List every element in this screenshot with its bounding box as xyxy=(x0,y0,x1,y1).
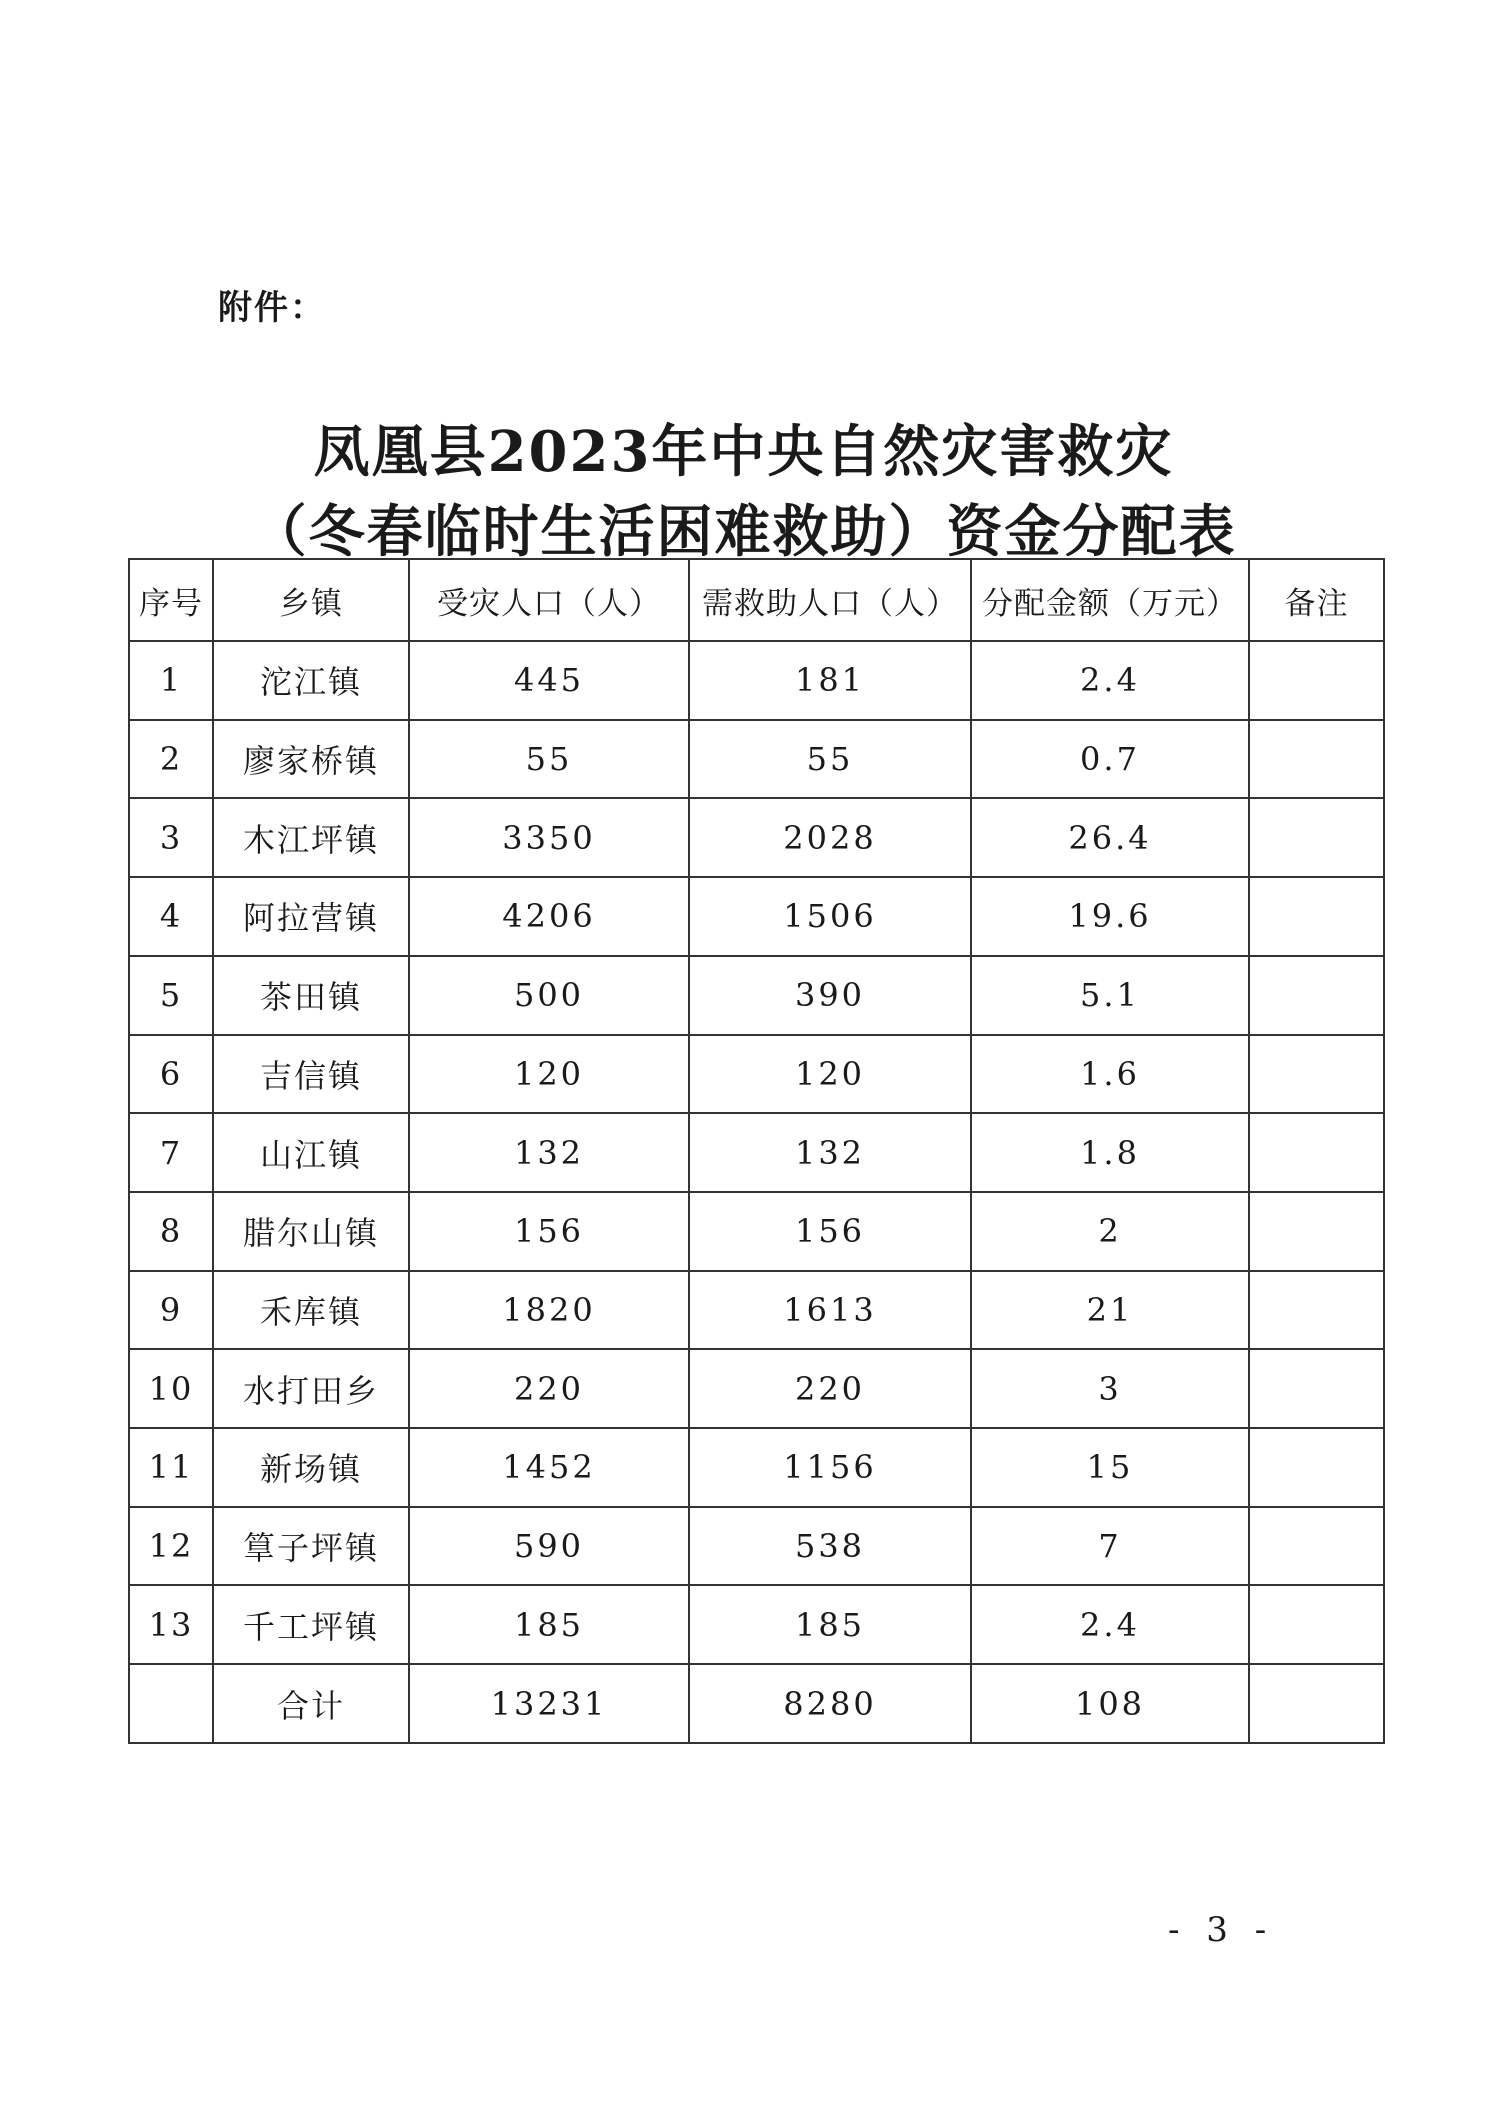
cell-serial: 9 xyxy=(129,1271,213,1350)
cell-need: 1506 xyxy=(689,877,971,956)
cell-town: 禾库镇 xyxy=(213,1271,409,1350)
cell-serial: 2 xyxy=(129,720,213,799)
cell-affected: 500 xyxy=(409,956,689,1035)
cell-affected: 4206 xyxy=(409,877,689,956)
table-row xyxy=(129,798,1384,877)
table-row xyxy=(129,1507,1384,1586)
cell-amount: 0.7 xyxy=(971,720,1249,799)
cell-serial: 13 xyxy=(129,1585,213,1664)
cell-serial: 6 xyxy=(129,1035,213,1114)
table-header-row xyxy=(129,559,1384,641)
cell-note xyxy=(1249,1585,1384,1664)
cell-amount: 108 xyxy=(971,1664,1249,1743)
cell-amount: 2.4 xyxy=(971,641,1249,720)
cell-town: 筸子坪镇 xyxy=(213,1507,409,1586)
table-row xyxy=(129,720,1384,799)
cell-amount: 26.4 xyxy=(971,798,1249,877)
cell-need: 390 xyxy=(689,956,971,1035)
cell-note xyxy=(1249,1035,1384,1114)
cell-note xyxy=(1249,1507,1384,1586)
cell-affected: 120 xyxy=(409,1035,689,1114)
cell-amount: 1.6 xyxy=(971,1035,1249,1114)
cell-town: 千工坪镇 xyxy=(213,1585,409,1664)
cell-need: 1613 xyxy=(689,1271,971,1350)
cell-note xyxy=(1249,1192,1384,1271)
table-row xyxy=(129,1428,1384,1507)
cell-note xyxy=(1249,1113,1384,1192)
cell-need: 538 xyxy=(689,1507,971,1586)
cell-serial xyxy=(129,1664,213,1743)
cell-amount: 1.8 xyxy=(971,1113,1249,1192)
table-row xyxy=(129,956,1384,1035)
cell-amount: 5.1 xyxy=(971,956,1249,1035)
cell-town: 廖家桥镇 xyxy=(213,720,409,799)
cell-need: 220 xyxy=(689,1349,971,1428)
header-town: 乡镇 xyxy=(213,559,409,641)
table-total-row xyxy=(129,1664,1384,1743)
cell-town: 山江镇 xyxy=(213,1113,409,1192)
table-row xyxy=(129,1585,1384,1664)
cell-serial: 10 xyxy=(129,1349,213,1428)
cell-affected: 220 xyxy=(409,1349,689,1428)
cell-town: 阿拉营镇 xyxy=(213,877,409,956)
cell-town: 木江坪镇 xyxy=(213,798,409,877)
cell-note xyxy=(1249,1664,1384,1743)
cell-amount: 21 xyxy=(971,1271,1249,1350)
cell-note xyxy=(1249,1271,1384,1350)
cell-need: 156 xyxy=(689,1192,971,1271)
cell-amount: 7 xyxy=(971,1507,1249,1586)
cell-need: 55 xyxy=(689,720,971,799)
document-title-line-1: 凤凰县2023年中央自然灾害救灾 xyxy=(313,419,1174,485)
cell-affected: 185 xyxy=(409,1585,689,1664)
table-row xyxy=(129,1113,1384,1192)
cell-serial: 11 xyxy=(129,1428,213,1507)
cell-affected: 445 xyxy=(409,641,689,720)
cell-town: 合计 xyxy=(213,1664,409,1743)
table-row xyxy=(129,641,1384,720)
cell-need: 181 xyxy=(689,641,971,720)
cell-town: 吉信镇 xyxy=(213,1035,409,1114)
cell-affected: 132 xyxy=(409,1113,689,1192)
fund-allocation-table xyxy=(128,558,1385,1744)
cell-affected: 590 xyxy=(409,1507,689,1586)
cell-serial: 5 xyxy=(129,956,213,1035)
document-title-line-2: （冬春临时生活困难救助）资金分配表 xyxy=(250,499,1237,565)
cell-affected: 156 xyxy=(409,1192,689,1271)
table-row xyxy=(129,1035,1384,1114)
cell-town: 水打田乡 xyxy=(213,1349,409,1428)
cell-serial: 3 xyxy=(129,798,213,877)
cell-need: 185 xyxy=(689,1585,971,1664)
table-row xyxy=(129,1349,1384,1428)
page-number: - 3 - xyxy=(1168,1910,1275,1950)
cell-affected: 1820 xyxy=(409,1271,689,1350)
cell-town: 沱江镇 xyxy=(213,641,409,720)
cell-affected: 55 xyxy=(409,720,689,799)
cell-amount: 3 xyxy=(971,1349,1249,1428)
cell-note xyxy=(1249,877,1384,956)
cell-amount: 19.6 xyxy=(971,877,1249,956)
header-allocated-amount: 分配金额（万元） xyxy=(971,559,1249,641)
cell-amount: 15 xyxy=(971,1428,1249,1507)
cell-town: 腊尔山镇 xyxy=(213,1192,409,1271)
cell-affected: 3350 xyxy=(409,798,689,877)
header-serial: 序号 xyxy=(129,559,213,641)
cell-note xyxy=(1249,1428,1384,1507)
cell-need: 132 xyxy=(689,1113,971,1192)
cell-need: 1156 xyxy=(689,1428,971,1507)
cell-serial: 8 xyxy=(129,1192,213,1271)
header-remarks: 备注 xyxy=(1249,559,1384,641)
cell-need: 120 xyxy=(689,1035,971,1114)
cell-amount: 2 xyxy=(971,1192,1249,1271)
cell-affected: 13231 xyxy=(409,1664,689,1743)
cell-town: 茶田镇 xyxy=(213,956,409,1035)
table-row xyxy=(129,877,1384,956)
table-row xyxy=(129,1192,1384,1271)
cell-note xyxy=(1249,1349,1384,1428)
table-row xyxy=(129,1271,1384,1350)
header-need-relief-population: 需救助人口（人） xyxy=(689,559,971,641)
cell-note xyxy=(1249,798,1384,877)
cell-serial: 12 xyxy=(129,1507,213,1586)
cell-need: 8280 xyxy=(689,1664,971,1743)
cell-note xyxy=(1249,641,1384,720)
cell-serial: 1 xyxy=(129,641,213,720)
header-affected-population: 受灾人口（人） xyxy=(409,559,689,641)
cell-serial: 4 xyxy=(129,877,213,956)
cell-amount: 2.4 xyxy=(971,1585,1249,1664)
cell-note xyxy=(1249,720,1384,799)
cell-town: 新场镇 xyxy=(213,1428,409,1507)
cell-need: 2028 xyxy=(689,798,971,877)
cell-note xyxy=(1249,956,1384,1035)
cell-affected: 1452 xyxy=(409,1428,689,1507)
cell-serial: 7 xyxy=(129,1113,213,1192)
attachment-label: 附件： xyxy=(218,288,326,328)
